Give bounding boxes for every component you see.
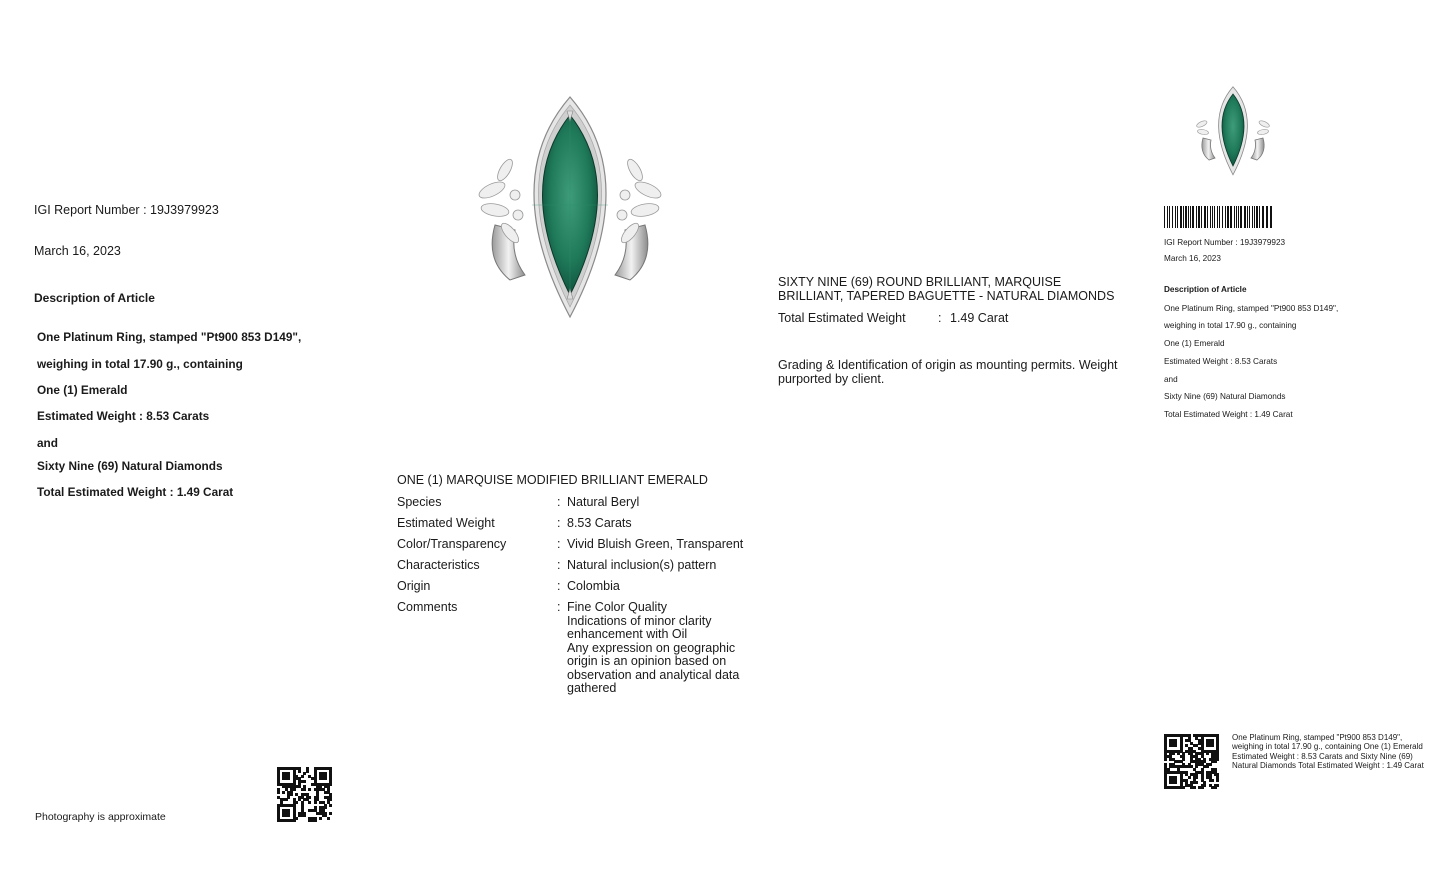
card-date: March 16, 2023 xyxy=(1164,254,1221,263)
report-date: March 16, 2023 xyxy=(34,244,121,258)
detail-label: Species xyxy=(397,495,442,509)
card-description-line: weighing in total 17.90 g., containing xyxy=(1164,321,1297,330)
diamonds-title: SIXTY NINE (69) ROUND BRILLIANT, MARQUISE BRILLIANT, TAPERED BAGUETTE - NATURAL DIAMONDS xyxy=(778,275,1115,303)
emerald-title: ONE (1) MARQUISE MODIFIED BRILLIANT EMERALD xyxy=(397,473,708,487)
card-summary-text: One Platinum Ring, stamped "Pt900 853 D149", weighing in total 17.90 g., containing One (1) Emerald Estimated Weight : 8.53 Carats and Sixty Nine (69) Natural Diamonds Total Estimated Weight : 1.49 Carat xyxy=(1232,733,1424,771)
diamonds-weight-label: Total Estimated Weight xyxy=(778,311,906,325)
qr-code xyxy=(1164,734,1219,789)
description-line: One (1) Emerald xyxy=(37,383,128,397)
description-line: and xyxy=(37,436,58,450)
description-line: Total Estimated Weight : 1.49 Carat xyxy=(37,485,234,499)
card-description-line: Estimated Weight : 8.53 Carats xyxy=(1164,357,1278,366)
description-line: Sixty Nine (69) Natural Diamonds xyxy=(37,459,223,473)
card-description-line: One (1) Emerald xyxy=(1164,339,1225,348)
detail-colon: : xyxy=(557,579,561,593)
card-description-line: Sixty Nine (69) Natural Diamonds xyxy=(1164,392,1286,401)
diamonds-weight-value: 1.49 Carat xyxy=(950,311,1009,325)
description-line: weighing in total 17.90 g., containing xyxy=(37,357,243,371)
description-line: One Platinum Ring, stamped "Pt900 853 D149", xyxy=(37,330,302,344)
qr-code xyxy=(277,767,332,822)
detail-colon: : xyxy=(557,537,561,551)
card-description-title: Description of Article xyxy=(1164,285,1247,294)
detail-label: Estimated Weight xyxy=(397,516,495,530)
detail-value: Fine Color Quality Indications of minor clarity enhancement with Oil Any expression on geographic origin is an opinion based on observation and analytical data gathered xyxy=(567,600,740,695)
detail-value: Natural Beryl xyxy=(567,495,640,509)
diamonds-weight-colon: : xyxy=(938,311,942,325)
card-description-line: and xyxy=(1164,375,1178,384)
barcode xyxy=(1164,206,1274,228)
detail-value: Vivid Bluish Green, Transparent xyxy=(567,537,744,551)
card-description-line: One Platinum Ring, stamped "Pt900 853 D149", xyxy=(1164,304,1339,313)
detail-value: Colombia xyxy=(567,579,620,593)
detail-label: Characteristics xyxy=(397,558,480,572)
detail-colon: : xyxy=(557,558,561,572)
detail-value: Natural inclusion(s) pattern xyxy=(567,558,717,572)
detail-colon: : xyxy=(557,600,561,614)
detail-label: Origin xyxy=(397,579,431,593)
card-report-number: IGI Report Number : 19J3979923 xyxy=(1164,238,1286,247)
ring-photo xyxy=(470,95,670,320)
grading-note: Grading & Identification of origin as mounting permits. Weight purported by client. xyxy=(778,358,1118,386)
description-line: Estimated Weight : 8.53 Carats xyxy=(37,409,210,423)
description-title: Description of Article xyxy=(34,291,155,305)
card-description-line: Total Estimated Weight : 1.49 Carat xyxy=(1164,410,1293,419)
detail-colon: : xyxy=(557,495,561,509)
report-number: IGI Report Number : 19J3979923 xyxy=(34,203,219,217)
photo-note: Photography is approximate xyxy=(35,811,166,823)
detail-label: Comments xyxy=(397,600,458,614)
detail-colon: : xyxy=(557,516,561,530)
ring-thumbnail xyxy=(1193,86,1273,176)
detail-value: 8.53 Carats xyxy=(567,516,632,530)
detail-label: Color/Transparency xyxy=(397,537,507,551)
